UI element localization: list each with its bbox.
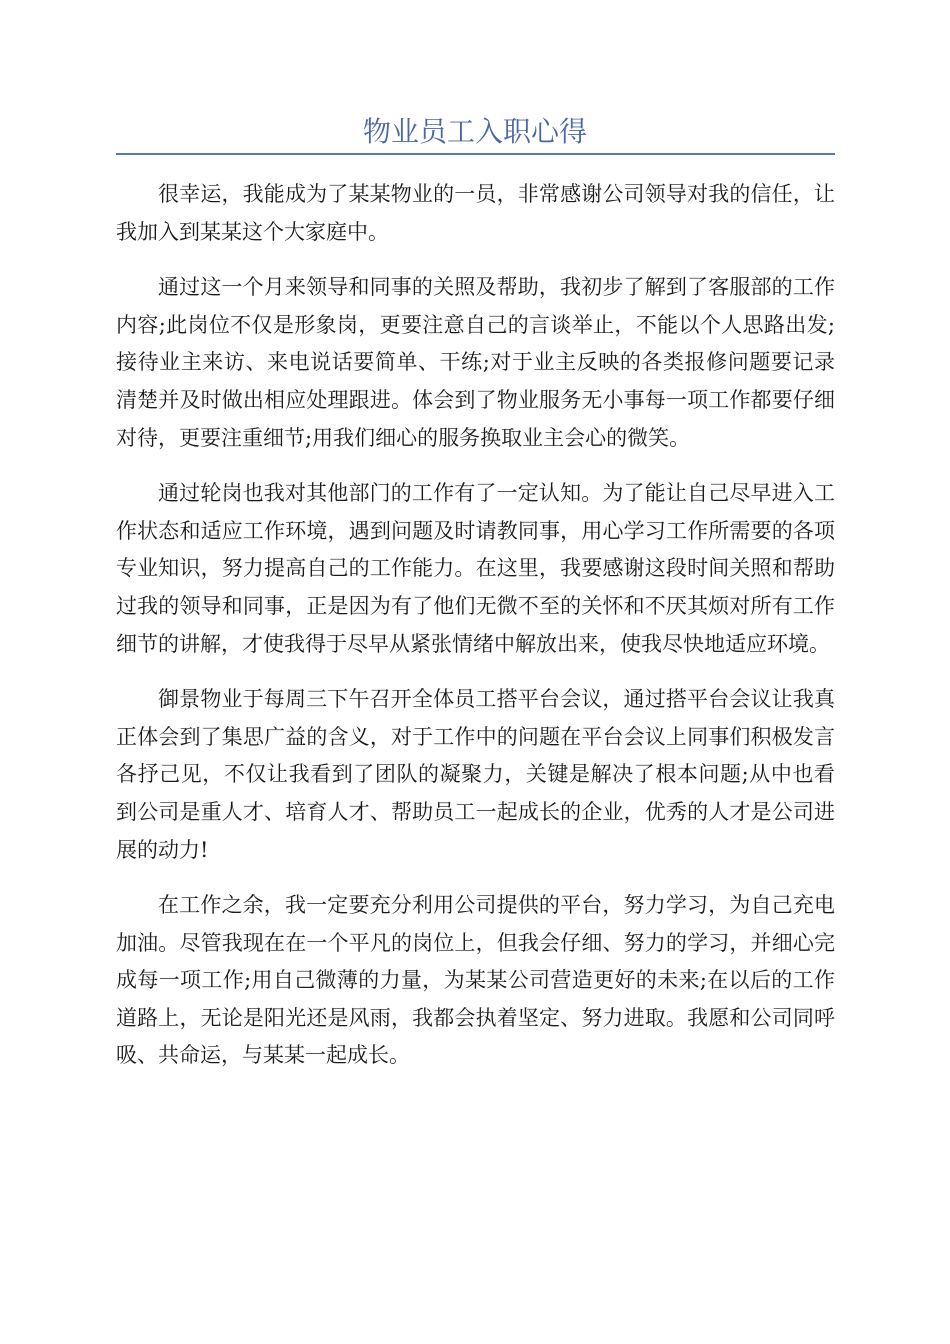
title-underline-divider <box>116 153 835 155</box>
paragraph-2: 通过这一个月来领导和同事的关照及帮助，我初步了解到了客服部的工作内容;此岗位不仅是形象岗，更要注意自己的言谈举止，不能以个人思路出发;接待业主来访、来电说话要简单、干练;对于业主反映的各类报修问题要记录清楚并及时做出相应处理跟进。体会到了物业服务无小事每一项工作都要仔细对待，更要注重细节;用我们细心的服务换取业主会心的微笑。 <box>116 275 835 450</box>
paragraph-4: 御景物业于每周三下午召开全体员工搭平台会议，通过搭平台会议让我真正体会到了集思广益的含义，对于工作中的问题在平台会议上同事们积极发言各抒己见，不仅让我看到了团队的凝聚力，关键是解决了根本问题;从中也看到公司是重人才、培育人才、帮助员工一起成长的企业，优秀的人才是公司进展的动力! <box>116 687 835 862</box>
document-body <box>116 176 835 1093</box>
paragraph-3: 通过轮岗也我对其他部门的工作有了一定认知。为了能让自己尽早进入工作状态和适应工作环境，遇到问题及时请教同事，用心学习工作所需要的各项专业知识，努力提高自己的工作能力。在这里，我要感谢这段时间关照和帮助过我的领导和同事，正是因为有了他们无微不至的关怀和不厌其烦对所有工作细节的讲解，才使我得于尽早从紧张情绪中解放出来，使我尽快地适应环境。 <box>116 481 835 656</box>
paragraph-5: 在工作之余，我一定要充分利用公司提供的平台，努力学习，为自己充电加油。尽管我现在在一个平凡的岗位上，但我会仔细、努力的学习，并细心完成每一项工作;用自己微薄的力量，为某某公司营造更好的未来;在以后的工作道路上，无论是阳光还是风雨，我都会执着坚定、努力进取。我愿和公司同呼吸、共命运，与某某一起成长。 <box>116 893 835 1068</box>
document-title: 物业员工入职心得 <box>362 115 587 148</box>
paragraph-1: 很幸运，我能成为了某某物业的一员，非常感谢公司领导对我的信任，让我加入到某某这个大家庭中。 <box>116 182 835 244</box>
